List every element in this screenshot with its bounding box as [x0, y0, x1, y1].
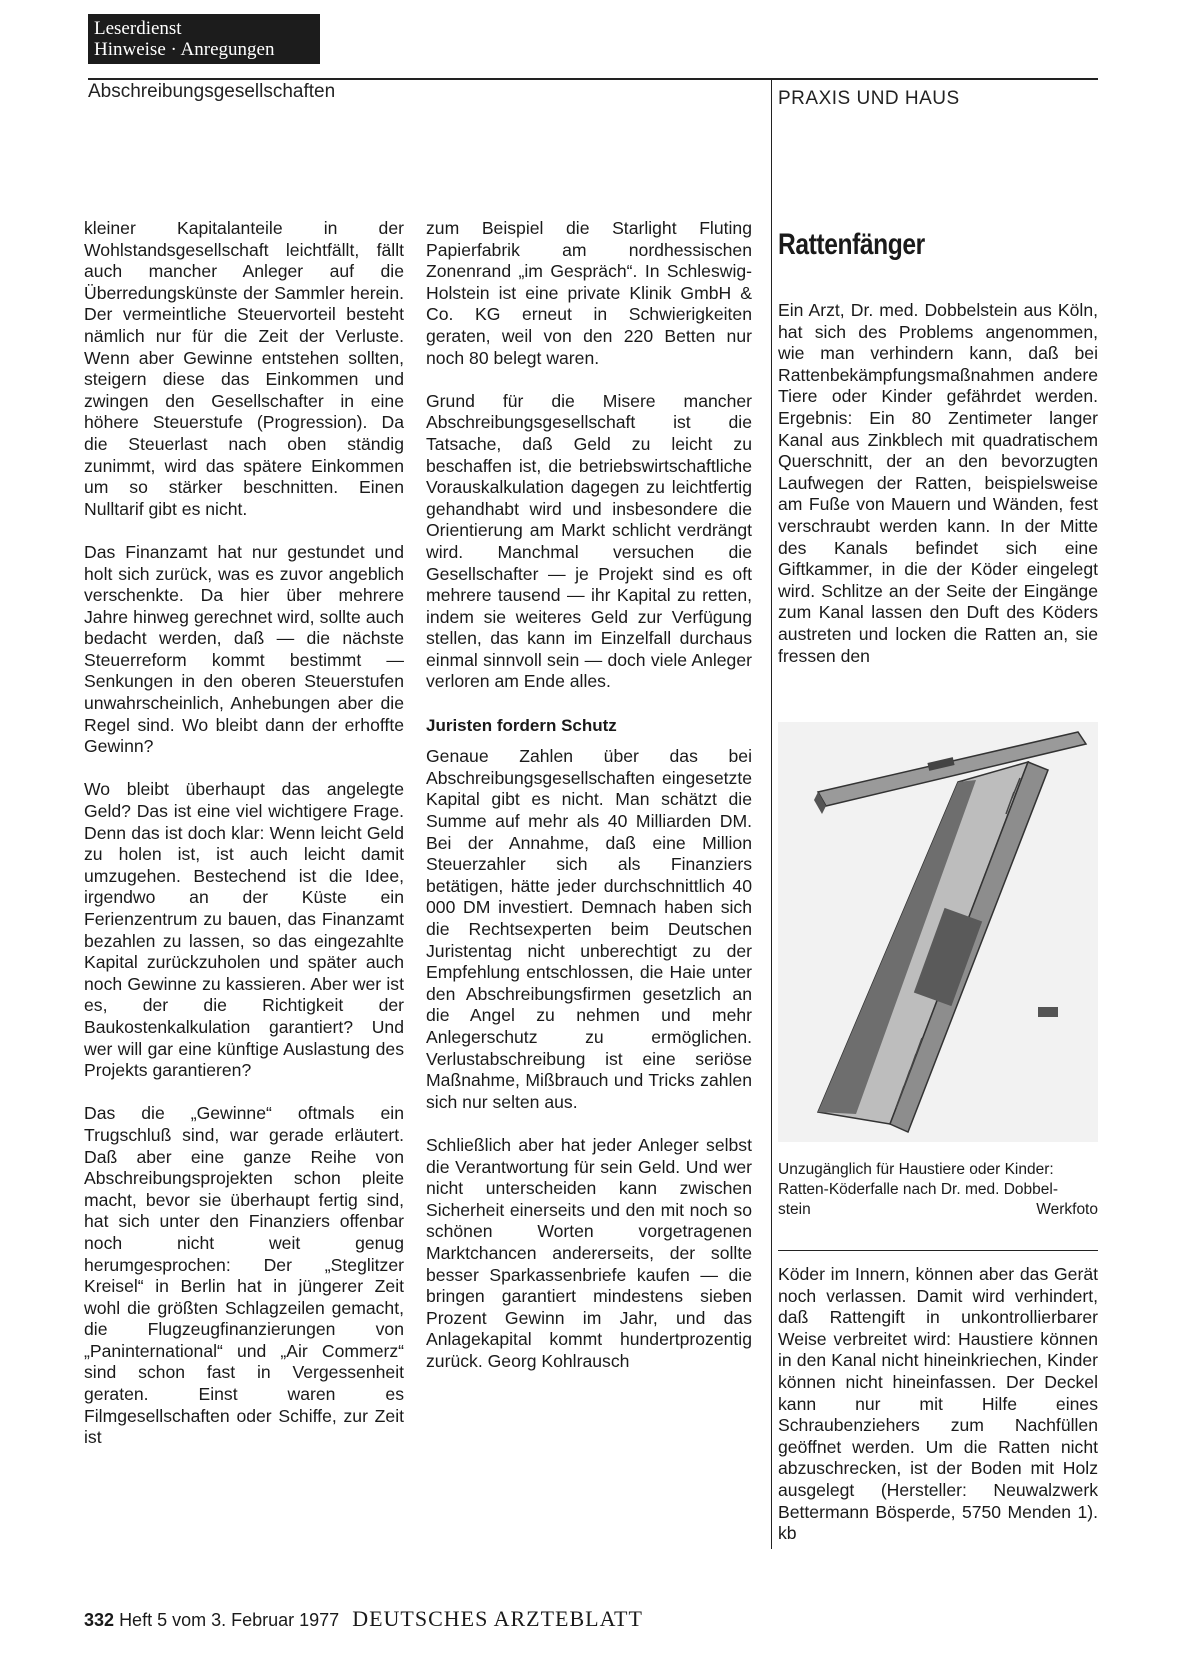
section-title-right: PRAXIS UND HAUS	[778, 88, 960, 109]
photo-credit: Werkfoto	[1036, 1201, 1098, 1218]
page-number: 332	[84, 1610, 115, 1630]
paragraph: zum Beispiel die Starlight Fluting Papierfabrik am nordhessischen Zonenrand „im Gespräch“. In Schleswig-Holstein ist eine private Klinik GmbH & Co. KG erneut in Schwierigkeiten geraten, weil von den 220 Betten nur noch 80 belegt waren.	[426, 218, 752, 368]
article-title: Rattenfänger	[778, 228, 925, 261]
column-3-bottom	[778, 1264, 1098, 1566]
paragraph: Das Finanzamt hat nur gestundet und holt sich zurück, was es zuvor angeblich verschenkte. Da hier über mehrere Jahre hinweg gerechnet wird, sollte auch bedacht werden, daß — die nächste Steuerreform kommt bestimmt — Senkungen in den oberen Steuerstufen unwahrscheinlich, Anhebungen aber die Regel sind. Wo bleibt dann der erhoffte Gewinn?	[84, 541, 404, 757]
page-footer	[84, 1606, 643, 1632]
issue-info: Heft 5 vom 3. Februar 1977	[119, 1610, 340, 1630]
caption-line: Ratten-Köderfalle nach Dr. med. Dobbel-	[778, 1181, 1059, 1198]
rat-trap-illustration-icon	[778, 722, 1098, 1142]
caption-line: stein	[778, 1201, 811, 1218]
paragraph: Grund für die Misere mancher Abschreibungsgesellschaft ist die Tatsache, daß Geld zu leicht zu beschaffen ist, die betriebswirtschaftliche Vorauskalkulation dagegen zu leichtfertig gehandhabt wird und insbesondere die Orientierung am Markt schlicht verdrängt wird. Manchmal versuchen die Gesellschafter — je Projekt sind es oft mehrere tausend — ihr Kapital zu retten, indem sie weiteres Geld zur Verfügung stellen, das kann im Einzelfall durchaus einmal sinnvoll sein — doch viele Anleger verloren am Ende alles.	[426, 390, 752, 692]
photo-caption	[778, 1160, 1098, 1220]
header-box-line1: Leserdienst	[94, 18, 182, 39]
paragraph: Ein Arzt, Dr. med. Dobbelstein aus Köln, hat sich des Problems angenommen, wie man verhindern kann, daß bei Rattenbekämpfungsmaßnahmen andere Tiere oder Kinder gefährdet werden. Ergebnis: Ein 80 Zentimeter langer Kanal aus Zinkblech mit quadratischem Querschnitt, der an den bevorzugten Laufwegen der Ratten, beispielsweise am Fuße von Mauern und Wänden, fest verschraubt werden kann. In der Mitte des Kanals befindet sich eine Giftkammer, in die der Köder eingelegt wird. Schlitze an der Seite der Eingänge zum Kanal lassen den Duft des Köders austreten und locken die Ratten an, sie fressen den	[778, 300, 1098, 666]
rat-trap-photo	[778, 722, 1098, 1142]
paragraph: kleiner Kapitalanteile in der Wohlstandsgesellschaft leichtfällt, fällt auch mancher Anleger auf die Überredungskünste der Sammler herein. Der vermeintliche Steuervorteil besteht nämlich nur für die Zeit der Verluste. Wenn aber Gewinne entstehen sollten, steigern diese das Einkommen und zwingen den Gesellschafter in eine höhere Steuerstufe (Progression). Da die Steuerlast nach oben ständig zunimmt, wird das spätere Einkommen um so stärker beschnitten. Einen Nulltarif gibt es nicht.	[84, 218, 404, 519]
magazine-name: DEUTSCHES ARZTEBLATT	[352, 1606, 643, 1631]
paragraph: Das die „Gewinne“ oftmals ein Trugschluß sind, war gerade erläutert. Daß aber eine ganze Reihe von Abschreibungsprojekten schon pleite macht, bevor sie überhaupt fertig sind, hat sich unter den Finanziers offenbar noch nicht weit genug herumgesprochen: Der „Steglitzer Kreisel“ in Berlin hat in jüngerer Zeit wohl die größten Schlagzeilen gemacht, die Flugzeugfinanzierungen von „Paninternational“ und „Air Commerz“ sind schon fast in Vergessenheit geraten. Einst waren es Filmgesellschaften oder Schiffe, zur Zeit ist	[84, 1103, 404, 1448]
paragraph: Köder im Innern, können aber das Gerät noch verlassen. Damit wird verhindert, daß Rattengift in unkontrollierbarer Weise verbreitet wird: Haustiere können in den Kanal nicht hineinkriechen, Kinder können nicht hineinfassen. Der Deckel kann nur mit Hilfe eines Schraubenziehers zum Nachfüllen geöffnet werden. Um die Ratten nicht abzuschrecken, ist der Boden mit Holz ausgelegt (Hersteller: Neuwalzwerk Bettermann Bösperde, 5750 Menden 1). kb	[778, 1264, 1098, 1544]
caption-last-line	[778, 1200, 1098, 1220]
caption-line: Unzugänglich für Haustiere oder Kinder:	[778, 1161, 1054, 1178]
column-1	[84, 218, 404, 1470]
column-divider	[771, 79, 772, 1549]
header-box-line2: Hinweise · Anregungen	[94, 39, 275, 60]
column-2	[426, 218, 752, 1394]
caption-rule	[778, 1250, 1098, 1251]
header-box	[88, 14, 320, 64]
column-3-top	[778, 300, 1098, 689]
subheading: Juristen fordern Schutz	[426, 715, 617, 735]
paragraph: Wo bleibt überhaupt das angelegte Geld? Das ist eine viel wichtigere Frage. Denn das ist doch klar: Wenn leicht Geld zu holen ist, ist auch leicht damit umzugehen. Bestechend ist die Idee, irgendwo an der Küste ein Ferienzentrum zu bauen, das Finanzamt bezahlen zu lassen, so das eingezahlte Kapital zurückzuholen und später auch noch Gewinne zu kassieren. Aber wer ist es, der die Richtigkeit der Baukostenkalkulation garantiert? Und wer will gar eine künftige Auslastung des Projekts garantieren?	[84, 779, 404, 1081]
paragraph: Genaue Zahlen über das bei Abschreibungsgesellschaften eingesetzte Kapital gibt es nicht. Man schätzt die Summe auf mehr als 40 Milliarden DM. Bei der Annahme, daß eine Million Steuerzahler sich als Finanziers betätigen, hätte jeder durchschnittlich 40 000 DM investiert. Demnach haben sich die Rechtsexperten beim Deutschen Juristentag nicht unberechtigt zu der Empfehlung entschlossen, die Haie unter den Abschreibungsfirmen gesetzlich an die Angel zu nehmen und mehr Anlegerschutz zu ermöglichen. Verlustabschreibung ist eine seriöse Maßnahme, Mißbrauch und Tricks zahlen sich nur selten aus.	[426, 746, 752, 1112]
top-rule	[88, 78, 1098, 80]
section-title-left: Abschreibungsgesellschaften	[88, 81, 336, 102]
paragraph: Schließlich aber hat jeder Anleger selbst die Verantwortung für sein Geld. Und wer nicht unterscheiden kann zwischen Sicherheit einerseits und den mit noch so schönen Worten vorgetragenen Marktchancen andererseits, der sollte besser Sparkassenbriefe kaufen — die bringen garantiert mindestens sieben Prozent Gewinn im Jahr, und das Anlagekapital kommt hundertprozentig zurück. Georg Kohlrausch	[426, 1134, 752, 1371]
